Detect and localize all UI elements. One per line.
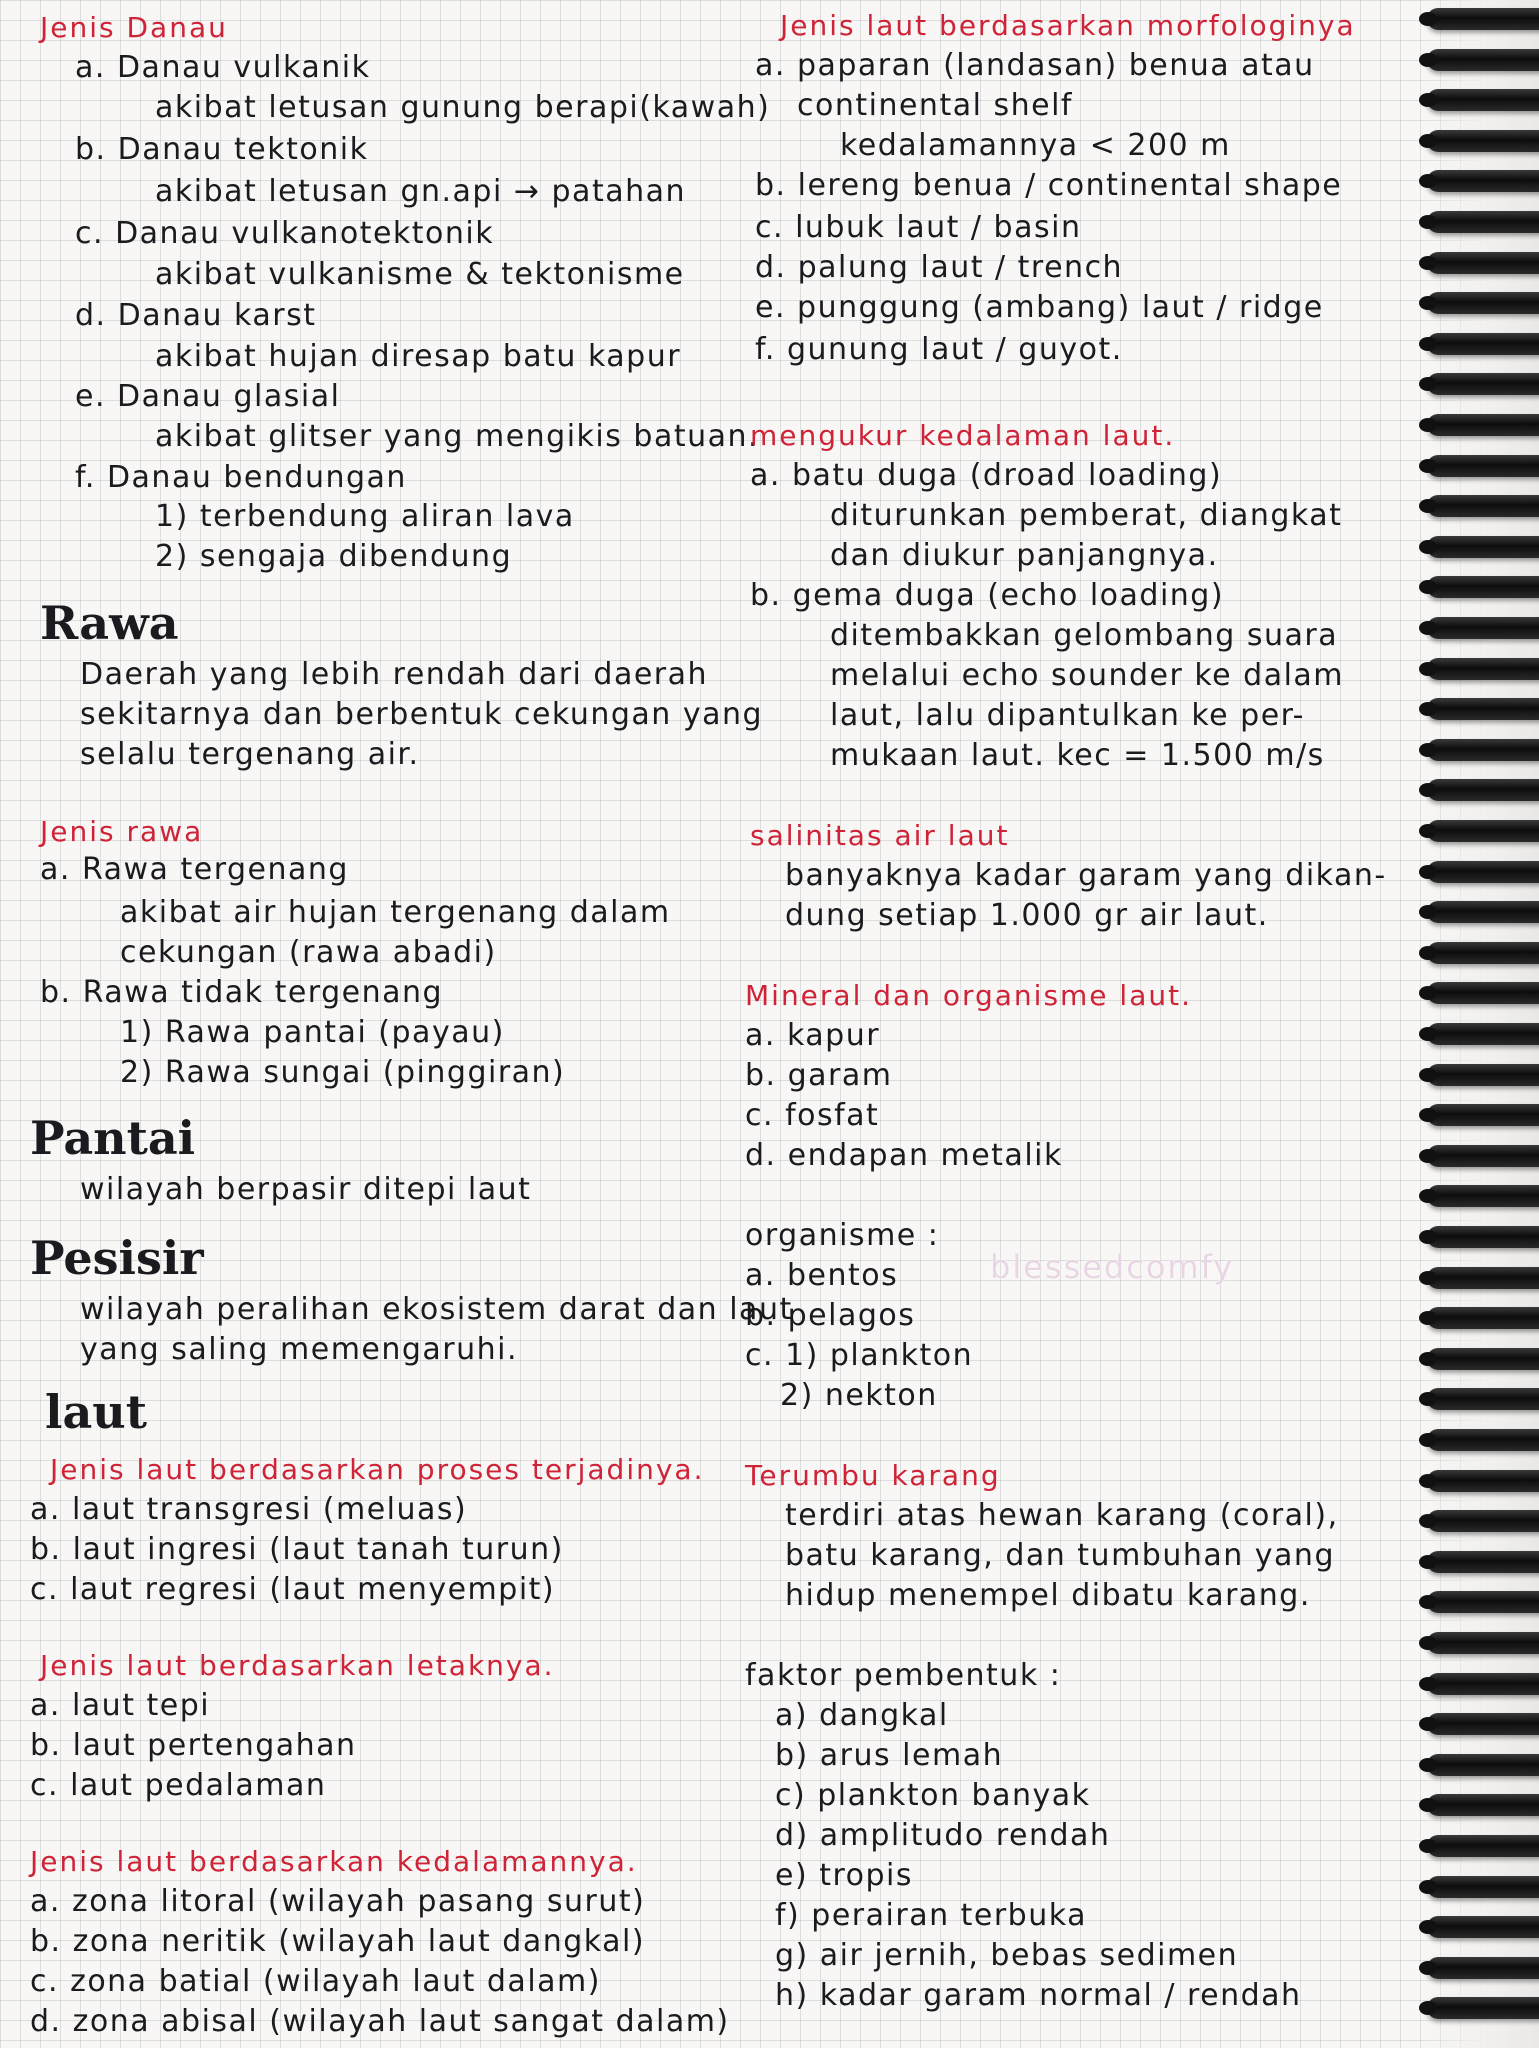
- binding-coil: [1427, 1673, 1539, 1695]
- note-line: e) tropis: [775, 1858, 913, 1893]
- note-line: g) air jernih, bebas sedimen: [775, 1938, 1239, 1973]
- note-line: banyaknya kadar garam yang dikan-: [785, 858, 1387, 893]
- note-line: akibat letusan gn.api → patahan: [155, 174, 686, 209]
- note-line: dan diukur panjangnya.: [830, 538, 1219, 573]
- note-line: b. gema duga (echo loading): [750, 578, 1225, 613]
- subheading: Jenis Danau: [40, 11, 228, 44]
- note-line: d. palung laut / trench: [755, 250, 1124, 285]
- spiral-binding: [1419, 0, 1539, 2048]
- note-line: yang saling memengaruhi.: [80, 1332, 519, 1367]
- binding-coil: [1427, 1997, 1539, 2019]
- binding-coil: [1427, 1307, 1539, 1329]
- binding-coil: [1427, 373, 1539, 395]
- binding-coil: [1427, 49, 1539, 71]
- note-line: a) dangkal: [775, 1698, 949, 1733]
- note-line: c. fosfat: [745, 1098, 880, 1133]
- binding-coil: [1427, 333, 1539, 355]
- note-line: wilayah peralihan ekosistem darat dan laut: [80, 1292, 793, 1327]
- binding-coil: [1427, 1185, 1539, 1207]
- note-line: organisme :: [745, 1218, 940, 1253]
- note-line: faktor pembentuk :: [745, 1658, 1062, 1693]
- binding-coil: [1427, 901, 1539, 923]
- subheading: Jenis rawa: [40, 815, 204, 848]
- note-line: a. Rawa tergenang: [40, 852, 349, 887]
- binding-coil: [1427, 536, 1539, 558]
- note-line: c) plankton banyak: [775, 1778, 1091, 1813]
- binding-coil: [1427, 455, 1539, 477]
- binding-coil: [1427, 779, 1539, 801]
- note-line: Daerah yang lebih rendah dari daerah: [80, 657, 709, 692]
- binding-coil: [1427, 414, 1539, 436]
- note-line: b. pelagos: [745, 1298, 916, 1333]
- binding-coil: [1427, 576, 1539, 598]
- subheading: Jenis laut berdasarkan morfologinya: [780, 9, 1356, 42]
- note-line: 1) terbendung aliran lava: [155, 499, 575, 534]
- note-line: b. laut ingresi (laut tanah turun): [30, 1532, 564, 1567]
- note-line: sekitarnya dan berbentuk cekungan yang: [80, 697, 764, 732]
- note-line: b. Danau tektonik: [75, 132, 369, 167]
- binding-coil: [1427, 617, 1539, 639]
- binding-coil: [1427, 1388, 1539, 1410]
- note-line: b. Rawa tidak tergenang: [40, 975, 444, 1010]
- note-line: batu karang, dan tumbuhan yang: [785, 1538, 1335, 1573]
- binding-coil: [1427, 252, 1539, 274]
- note-line: diturunkan pemberat, diangkat: [830, 498, 1343, 533]
- note-line: wilayah berpasir ditepi laut: [80, 1172, 532, 1207]
- binding-coil: [1427, 1957, 1539, 1979]
- note-line: d. Danau karst: [75, 298, 317, 333]
- binding-coil: [1427, 1023, 1539, 1045]
- note-line: b. lereng benua / continental shape: [755, 168, 1343, 203]
- binding-coil: [1427, 982, 1539, 1004]
- subheading: Jenis laut berdasarkan kedalamannya.: [30, 1845, 638, 1878]
- binding-coil: [1427, 89, 1539, 111]
- subheading: mengukur kedalaman laut.: [750, 419, 1176, 452]
- binding-coil: [1427, 1591, 1539, 1613]
- note-line: a. laut transgresi (meluas): [30, 1492, 468, 1527]
- binding-coil: [1427, 1267, 1539, 1289]
- note-line: f) perairan terbuka: [775, 1898, 1087, 1933]
- note-line: a. laut tepi: [30, 1688, 211, 1723]
- binding-coil: [1427, 658, 1539, 680]
- note-line: continental shelf: [797, 88, 1073, 123]
- binding-coil: [1427, 1876, 1539, 1898]
- note-line: h) kadar garam normal / rendah: [775, 1978, 1302, 2013]
- binding-coil: [1427, 1348, 1539, 1370]
- section-title: Pesisir: [30, 1231, 204, 1285]
- binding-coil: [1427, 8, 1539, 30]
- note-line: akibat glitser yang mengikis batuan.: [155, 419, 760, 454]
- note-line: a. bentos: [745, 1258, 899, 1293]
- binding-coil: [1427, 739, 1539, 761]
- note-line: a. batu duga (droad loading): [750, 458, 1223, 493]
- note-line: b. garam: [745, 1058, 893, 1093]
- binding-coil: [1427, 1916, 1539, 1938]
- binding-coil: [1427, 495, 1539, 517]
- binding-coil: [1427, 1145, 1539, 1167]
- note-line: d) amplitudo rendah: [775, 1818, 1111, 1853]
- binding-coil: [1427, 130, 1539, 152]
- note-line: b. zona neritik (wilayah laut dangkal): [30, 1924, 646, 1959]
- binding-coil: [1427, 1754, 1539, 1776]
- note-line: c. lubuk laut / basin: [755, 210, 1082, 245]
- note-line: cekungan (rawa abadi): [120, 935, 497, 970]
- note-line: e. punggung (ambang) laut / ridge: [755, 290, 1324, 325]
- subheading: Mineral dan organisme laut.: [745, 979, 1192, 1012]
- note-line: c. laut regresi (laut menyempit): [30, 1572, 556, 1607]
- note-line: c. 1) plankton: [745, 1338, 974, 1373]
- note-line: kedalamannya < 200 m: [840, 128, 1231, 163]
- binding-coil: [1427, 1510, 1539, 1532]
- note-line: a. paparan (landasan) benua atau: [755, 48, 1315, 83]
- note-line: selalu tergenang air.: [80, 737, 420, 772]
- binding-coil: [1427, 292, 1539, 314]
- note-line: 1) Rawa pantai (payau): [120, 1015, 505, 1050]
- binding-coil: [1427, 698, 1539, 720]
- note-line: a. kapur: [745, 1018, 881, 1053]
- note-line: hidup menempel dibatu karang.: [785, 1578, 1311, 1613]
- binding-coil: [1427, 861, 1539, 883]
- note-line: f. Danau bendungan: [75, 460, 407, 495]
- binding-coil: [1427, 1794, 1539, 1816]
- note-line: mukaan laut. kec = 1.500 m/s: [830, 738, 1325, 773]
- note-line: f. gunung laut / guyot.: [755, 332, 1123, 367]
- note-line: 2) Rawa sungai (pinggiran): [120, 1055, 566, 1090]
- binding-coil: [1427, 1551, 1539, 1573]
- section-title: Pantai: [30, 1111, 196, 1165]
- note-line: c. zona batial (wilayah laut dalam): [30, 1964, 601, 1999]
- note-line: d. zona abisal (wilayah laut sangat dalam): [30, 2004, 730, 2039]
- binding-coil: [1427, 1226, 1539, 1248]
- binding-coil: [1427, 1104, 1539, 1126]
- watermark: blessedcomfy: [990, 1248, 1235, 1286]
- binding-coil: [1427, 170, 1539, 192]
- note-line: ditembakkan gelombang suara: [830, 618, 1339, 653]
- section-title: Rawa: [40, 596, 179, 650]
- note-line: 2) nekton: [780, 1378, 938, 1413]
- note-line: b) arus lemah: [775, 1738, 1004, 1773]
- note-line: akibat air hujan tergenang dalam: [120, 895, 671, 930]
- note-line: e. Danau glasial: [75, 379, 341, 414]
- binding-coil: [1427, 820, 1539, 842]
- binding-coil: [1427, 1713, 1539, 1735]
- binding-coil: [1427, 1429, 1539, 1451]
- binding-coil: [1427, 211, 1539, 233]
- note-line: a. Danau vulkanik: [75, 50, 371, 85]
- subheading: Jenis laut berdasarkan letaknya.: [40, 1649, 555, 1682]
- note-line: 2) sengaja dibendung: [155, 539, 513, 574]
- note-line: akibat vulkanisme & tektonisme: [155, 257, 685, 292]
- note-line: d. endapan metalik: [745, 1138, 1063, 1173]
- note-line: dung setiap 1.000 gr air laut.: [785, 898, 1269, 933]
- note-line: laut, lalu dipantulkan ke per-: [830, 698, 1305, 733]
- subheading: Terumbu karang: [745, 1459, 1001, 1492]
- subheading: salinitas air laut: [750, 819, 1010, 852]
- note-line: akibat letusan gunung berapi(kawah): [155, 90, 771, 125]
- binding-coil: [1427, 1470, 1539, 1492]
- note-line: b. laut pertengahan: [30, 1728, 357, 1763]
- note-line: terdiri atas hewan karang (coral),: [785, 1498, 1339, 1533]
- note-line: c. laut pedalaman: [30, 1768, 327, 1803]
- subheading: Jenis laut berdasarkan proses terjadinya.: [50, 1453, 705, 1486]
- binding-coil: [1427, 942, 1539, 964]
- binding-coil: [1427, 1064, 1539, 1086]
- binding-coil: [1427, 1835, 1539, 1857]
- section-title: laut: [45, 1385, 147, 1439]
- note-line: c. Danau vulkanotektonik: [75, 216, 495, 251]
- note-line: akibat hujan diresap batu kapur: [155, 339, 682, 374]
- binding-coil: [1427, 1632, 1539, 1654]
- note-line: melalui echo sounder ke dalam: [830, 658, 1345, 693]
- note-line: a. zona litoral (wilayah pasang surut): [30, 1884, 646, 1919]
